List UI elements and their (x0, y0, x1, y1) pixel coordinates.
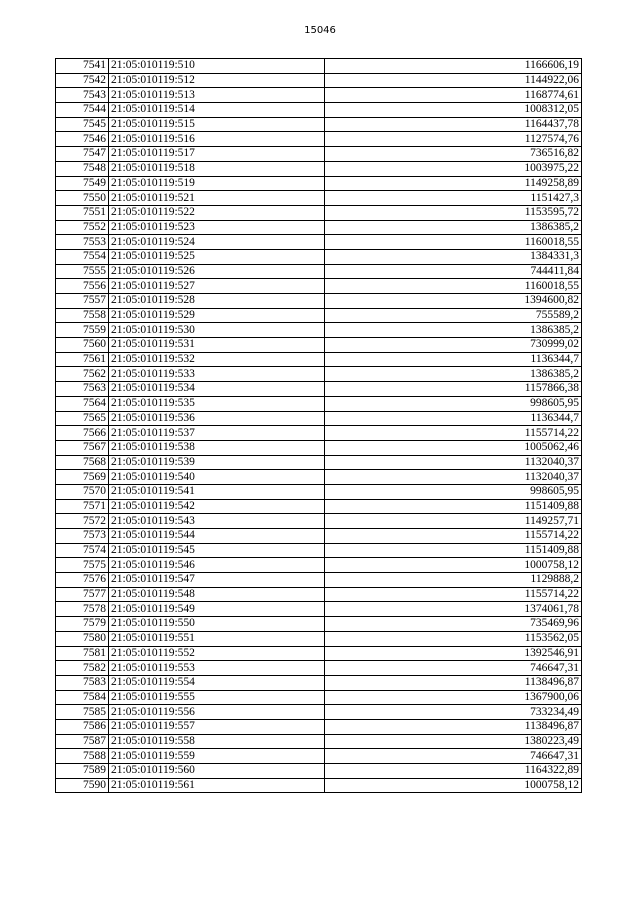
cadastral-value: 733234,49 (325, 705, 582, 720)
cadastral-number: 21:05:010119:538 (109, 440, 325, 455)
row-number: 7564 (56, 396, 109, 411)
cadastral-value: 730999,02 (325, 338, 582, 353)
table-row (56, 382, 582, 397)
cadastral-number: 21:05:010119:556 (109, 705, 325, 720)
row-number: 7565 (56, 411, 109, 426)
table-row (56, 661, 582, 676)
row-number: 7574 (56, 543, 109, 558)
cadastral-value: 1384331,3 (325, 249, 582, 264)
cadastral-value: 1138496,87 (325, 675, 582, 690)
table-row (56, 338, 582, 353)
row-number: 7559 (56, 323, 109, 338)
table-row (56, 543, 582, 558)
cadastral-number: 21:05:010119:555 (109, 690, 325, 705)
row-number: 7557 (56, 294, 109, 309)
cadastral-number: 21:05:010119:524 (109, 235, 325, 250)
cadastral-number: 21:05:010119:545 (109, 543, 325, 558)
cadastral-value: 1367900,06 (325, 690, 582, 705)
table-row (56, 587, 582, 602)
row-number: 7561 (56, 352, 109, 367)
cadastral-number: 21:05:010119:560 (109, 764, 325, 779)
cadastral-value: 1005062,46 (325, 440, 582, 455)
cadastral-number: 21:05:010119:547 (109, 573, 325, 588)
table-row (56, 646, 582, 661)
row-number: 7568 (56, 455, 109, 470)
cadastral-number: 21:05:010119:551 (109, 631, 325, 646)
row-number: 7549 (56, 176, 109, 191)
cadastral-value: 1132040,37 (325, 455, 582, 470)
row-number: 7553 (56, 235, 109, 250)
row-number: 7567 (56, 440, 109, 455)
cadastral-value: 1149257,71 (325, 514, 582, 529)
cadastral-value: 1386385,2 (325, 367, 582, 382)
table-row (56, 396, 582, 411)
table-row (56, 147, 582, 162)
row-number: 7541 (56, 59, 109, 74)
cadastral-value: 1155714,22 (325, 587, 582, 602)
table-row (56, 352, 582, 367)
row-number: 7544 (56, 103, 109, 118)
row-number: 7572 (56, 514, 109, 529)
row-number: 7580 (56, 631, 109, 646)
table-body (56, 59, 582, 793)
table-row (56, 484, 582, 499)
cadastral-value: 998605,95 (325, 396, 582, 411)
cadastral-number: 21:05:010119:548 (109, 587, 325, 602)
cadastral-value: 1136344,7 (325, 411, 582, 426)
cadastral-value: 1136344,7 (325, 352, 582, 367)
cadastral-number: 21:05:010119:549 (109, 602, 325, 617)
table-row (56, 426, 582, 441)
cadastral-value: 746647,31 (325, 749, 582, 764)
row-number: 7551 (56, 205, 109, 220)
table-row (56, 470, 582, 485)
row-number: 7545 (56, 117, 109, 132)
cadastral-number: 21:05:010119:542 (109, 499, 325, 514)
cadastral-number: 21:05:010119:533 (109, 367, 325, 382)
row-number: 7582 (56, 661, 109, 676)
cadastral-value: 1164322,89 (325, 764, 582, 779)
cadastral-number: 21:05:010119:557 (109, 719, 325, 734)
row-number: 7570 (56, 484, 109, 499)
table-row (56, 573, 582, 588)
cadastral-number: 21:05:010119:543 (109, 514, 325, 529)
table-row (56, 249, 582, 264)
table-row (56, 191, 582, 206)
table-row (56, 117, 582, 132)
cadastral-value: 1153562,05 (325, 631, 582, 646)
row-number: 7571 (56, 499, 109, 514)
table-row (56, 235, 582, 250)
row-number: 7558 (56, 308, 109, 323)
cadastral-number: 21:05:010119:519 (109, 176, 325, 191)
cadastral-value: 746647,31 (325, 661, 582, 676)
cadastral-number: 21:05:010119:540 (109, 470, 325, 485)
table-row (56, 705, 582, 720)
table-row (56, 367, 582, 382)
row-number: 7547 (56, 147, 109, 162)
cadastral-number: 21:05:010119:515 (109, 117, 325, 132)
table-row (56, 323, 582, 338)
table-row (56, 529, 582, 544)
cadastral-value: 1149258,89 (325, 176, 582, 191)
table-row (56, 264, 582, 279)
row-number: 7569 (56, 470, 109, 485)
cadastral-value: 1000758,12 (325, 558, 582, 573)
table-row (56, 59, 582, 74)
table-row (56, 279, 582, 294)
cadastral-value: 1000758,12 (325, 778, 582, 793)
table-row (56, 734, 582, 749)
row-number: 7552 (56, 220, 109, 235)
cadastral-value: 755589,2 (325, 308, 582, 323)
cadastral-number: 21:05:010119:522 (109, 205, 325, 220)
row-number: 7543 (56, 88, 109, 103)
cadastral-value: 1168774,61 (325, 88, 582, 103)
table-row (56, 499, 582, 514)
table-row (56, 308, 582, 323)
cadastral-number: 21:05:010119:518 (109, 161, 325, 176)
row-number: 7560 (56, 338, 109, 353)
row-number: 7577 (56, 587, 109, 602)
table-row (56, 220, 582, 235)
cadastral-value: 1151409,88 (325, 543, 582, 558)
cadastral-number: 21:05:010119:546 (109, 558, 325, 573)
row-number: 7566 (56, 426, 109, 441)
table-row (56, 514, 582, 529)
page-number: 15046 (304, 25, 336, 36)
cadastral-number: 21:05:010119:550 (109, 617, 325, 632)
table-row (56, 176, 582, 191)
cadastral-number: 21:05:010119:517 (109, 147, 325, 162)
cadastral-number: 21:05:010119:530 (109, 323, 325, 338)
table-row (56, 73, 582, 88)
cadastral-value: 1003975,22 (325, 161, 582, 176)
row-number: 7578 (56, 602, 109, 617)
cadastral-number: 21:05:010119:553 (109, 661, 325, 676)
cadastral-number: 21:05:010119:559 (109, 749, 325, 764)
cadastral-number: 21:05:010119:541 (109, 484, 325, 499)
cadastral-value: 1155714,22 (325, 529, 582, 544)
cadastral-number: 21:05:010119:539 (109, 455, 325, 470)
cadastral-number: 21:05:010119:512 (109, 73, 325, 88)
cadastral-value: 1394600,82 (325, 294, 582, 309)
row-number: 7579 (56, 617, 109, 632)
row-number: 7576 (56, 573, 109, 588)
cadastral-value: 1157866,38 (325, 382, 582, 397)
cadastral-value: 1129888,2 (325, 573, 582, 588)
cadastral-value: 1164437,78 (325, 117, 582, 132)
cadastral-number: 21:05:010119:513 (109, 88, 325, 103)
cadastral-value: 1380223,49 (325, 734, 582, 749)
row-number: 7584 (56, 690, 109, 705)
cadastral-value: 1151409,88 (325, 499, 582, 514)
cadastral-number: 21:05:010119:528 (109, 294, 325, 309)
table-row (56, 294, 582, 309)
row-number: 7575 (56, 558, 109, 573)
row-number: 7573 (56, 529, 109, 544)
cadastral-value-table (55, 58, 582, 793)
row-number: 7550 (56, 191, 109, 206)
row-number: 7556 (56, 279, 109, 294)
row-number: 7588 (56, 749, 109, 764)
cadastral-value: 1127574,76 (325, 132, 582, 147)
row-number: 7562 (56, 367, 109, 382)
cadastral-value: 1166606,19 (325, 59, 582, 74)
cadastral-value: 1374061,78 (325, 602, 582, 617)
row-number: 7548 (56, 161, 109, 176)
row-number: 7590 (56, 778, 109, 793)
cadastral-value: 1160018,55 (325, 235, 582, 250)
cadastral-value: 735469,96 (325, 617, 582, 632)
table-row (56, 132, 582, 147)
cadastral-value: 1386385,2 (325, 323, 582, 338)
row-number: 7581 (56, 646, 109, 661)
cadastral-value: 1386385,2 (325, 220, 582, 235)
table-row (56, 675, 582, 690)
cadastral-number: 21:05:010119:534 (109, 382, 325, 397)
table-row (56, 558, 582, 573)
table-row (56, 690, 582, 705)
cadastral-number: 21:05:010119:532 (109, 352, 325, 367)
row-number: 7546 (56, 132, 109, 147)
cadastral-number: 21:05:010119:526 (109, 264, 325, 279)
table-row (56, 161, 582, 176)
row-number: 7585 (56, 705, 109, 720)
row-number: 7586 (56, 719, 109, 734)
cadastral-number: 21:05:010119:544 (109, 529, 325, 544)
table-row (56, 719, 582, 734)
row-number: 7587 (56, 734, 109, 749)
cadastral-number: 21:05:010119:535 (109, 396, 325, 411)
table-row (56, 749, 582, 764)
table-row (56, 103, 582, 118)
row-number: 7542 (56, 73, 109, 88)
table-row (56, 617, 582, 632)
cadastral-value: 1138496,87 (325, 719, 582, 734)
table-row (56, 440, 582, 455)
cadastral-number: 21:05:010119:529 (109, 308, 325, 323)
cadastral-value: 1132040,37 (325, 470, 582, 485)
cadastral-number: 21:05:010119:523 (109, 220, 325, 235)
cadastral-number: 21:05:010119:531 (109, 338, 325, 353)
cadastral-number: 21:05:010119:510 (109, 59, 325, 74)
cadastral-number: 21:05:010119:552 (109, 646, 325, 661)
row-number: 7554 (56, 249, 109, 264)
cadastral-value: 1160018,55 (325, 279, 582, 294)
cadastral-number: 21:05:010119:561 (109, 778, 325, 793)
cadastral-number: 21:05:010119:527 (109, 279, 325, 294)
row-number: 7583 (56, 675, 109, 690)
cadastral-number: 21:05:010119:558 (109, 734, 325, 749)
table-row (56, 88, 582, 103)
cadastral-number: 21:05:010119:516 (109, 132, 325, 147)
table-row (56, 205, 582, 220)
cadastral-number: 21:05:010119:525 (109, 249, 325, 264)
cadastral-value: 1144922,06 (325, 73, 582, 88)
cadastral-number: 21:05:010119:554 (109, 675, 325, 690)
cadastral-number: 21:05:010119:514 (109, 103, 325, 118)
cadastral-value: 744411,84 (325, 264, 582, 279)
table-row (56, 764, 582, 779)
cadastral-number: 21:05:010119:537 (109, 426, 325, 441)
table-row (56, 778, 582, 793)
row-number: 7555 (56, 264, 109, 279)
cadastral-value: 1151427,3 (325, 191, 582, 206)
cadastral-value: 1155714,22 (325, 426, 582, 441)
table-row (56, 602, 582, 617)
cadastral-value: 736516,82 (325, 147, 582, 162)
cadastral-value: 1008312,05 (325, 103, 582, 118)
row-number: 7589 (56, 764, 109, 779)
cadastral-value: 998605,95 (325, 484, 582, 499)
table-row (56, 455, 582, 470)
table-row (56, 411, 582, 426)
cadastral-number: 21:05:010119:536 (109, 411, 325, 426)
cadastral-number: 21:05:010119:521 (109, 191, 325, 206)
cadastral-value: 1392546,91 (325, 646, 582, 661)
cadastral-value: 1153595,72 (325, 205, 582, 220)
row-number: 7563 (56, 382, 109, 397)
table-row (56, 631, 582, 646)
